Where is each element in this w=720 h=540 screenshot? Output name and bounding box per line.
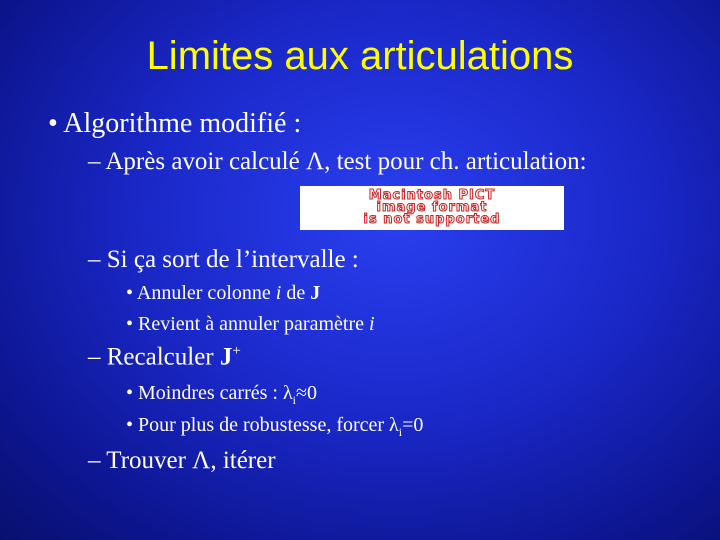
text-segment: de [281, 282, 311, 304]
italic-i: i [369, 313, 375, 335]
text-segment: – Recalculer [88, 343, 220, 371]
sub-bullet-recalculer [88, 343, 241, 371]
text-segment: =0 [402, 414, 424, 436]
sub-bullet-apres-calcul: – Après avoir calculé Λ, test pour ch. articulation: [88, 148, 587, 175]
bullet-annuler-parametre [126, 313, 375, 336]
text-segment: • Moindres carrés : λ [126, 382, 293, 404]
italic-i: i [275, 282, 282, 304]
superscript-plus: + [232, 343, 241, 359]
bullet-algorithme: • Algorithme modifié : [48, 108, 302, 139]
pict-placeholder-text: Macintosh PICT image format is not supported [363, 188, 501, 227]
text-segment: • Annuler colonne [126, 282, 276, 304]
bullet-robustesse [126, 414, 423, 440]
sub-bullet-intervalle: – Si ça sort de l’intervalle : [88, 246, 359, 273]
bullet-moindres-carres [126, 382, 317, 408]
bullet-annuler-colonne [126, 282, 320, 305]
bold-j: J [310, 282, 321, 304]
subscript-i: i [398, 425, 403, 439]
unsupported-pict-image [300, 186, 564, 230]
text-segment: • Revient à annuler paramètre [126, 313, 369, 335]
sub-bullet-trouver: – Trouver Λ, itérer [88, 447, 276, 474]
slide-title: Limites aux articulations [146, 34, 574, 78]
text-segment: ≈0 [296, 382, 317, 404]
text-segment: • Pour plus de robustesse, forcer λ [126, 414, 399, 436]
bold-j: J [219, 343, 233, 371]
subscript-i: i [292, 393, 296, 407]
